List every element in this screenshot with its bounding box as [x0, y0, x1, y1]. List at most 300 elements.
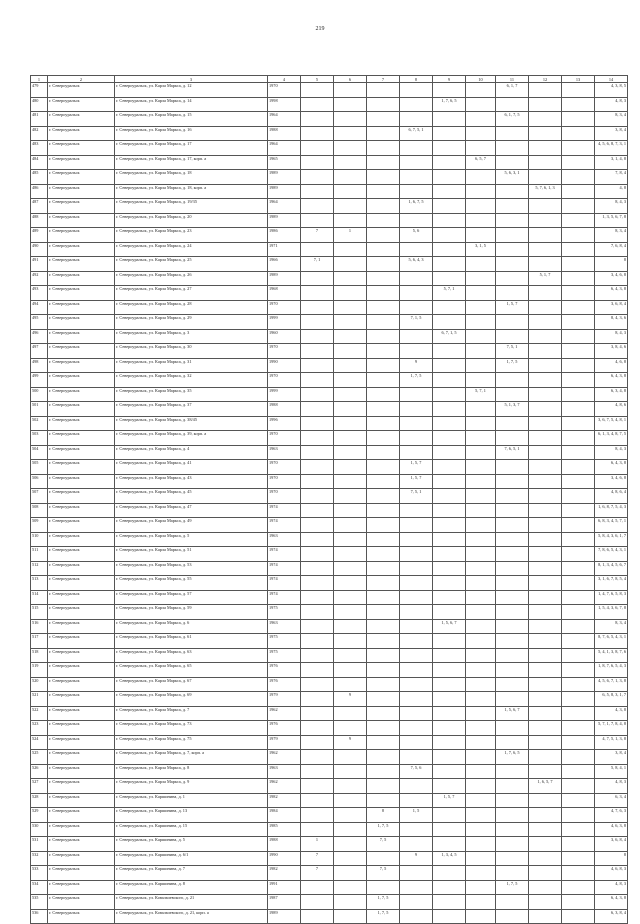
cell-col-11	[496, 431, 529, 446]
cell-col-7	[367, 300, 400, 315]
cell-col-10	[466, 489, 496, 504]
cell-year-built: 1976	[268, 721, 301, 736]
cell-col-12	[529, 822, 562, 837]
cell-settlement: г. Североуральск	[48, 735, 115, 750]
cell-row-number: 492	[31, 271, 48, 286]
cell-col-8: 1, 7, 5	[400, 373, 433, 388]
cell-col-7	[367, 547, 400, 562]
cell-col-13	[562, 329, 595, 344]
cell-col-11	[496, 648, 529, 663]
cell-col-11	[496, 576, 529, 591]
cell-year-built: 1988	[268, 126, 301, 141]
table-row	[31, 706, 628, 721]
cell-col-6	[334, 315, 367, 330]
cell-settlement: г. Североуральск	[48, 286, 115, 301]
cell-col-9	[433, 155, 466, 170]
cell-settlement: г. Североуральск	[48, 590, 115, 605]
cell-col-9	[433, 503, 466, 518]
cell-col-9	[433, 257, 466, 272]
cell-year-built: 1970	[268, 489, 301, 504]
cell-col-12	[529, 735, 562, 750]
cell-address: г. Североуральск, ул. Ковальчевского, д. 21	[115, 895, 268, 910]
cell-col-7	[367, 793, 400, 808]
cell-col-7	[367, 561, 400, 576]
cell-row-number: 532	[31, 851, 48, 866]
cell-col-14: 8, 7, 6, 5, 4, 3, 1	[595, 634, 628, 649]
table-row	[31, 416, 628, 431]
cell-row-number: 519	[31, 663, 48, 678]
cell-col-7	[367, 431, 400, 446]
cell-row-number: 529	[31, 808, 48, 823]
table-row	[31, 909, 628, 924]
cell-settlement: г. Североуральск	[48, 634, 115, 649]
cell-settlement: г. Североуральск	[48, 199, 115, 214]
cell-address: г. Североуральск, ул. Карла Маркса, д. 41	[115, 460, 268, 475]
cell-row-number: 501	[31, 402, 48, 417]
cell-address: г. Североуральск, ул. Карла Маркса, д. 73	[115, 721, 268, 736]
cell-address: г. Североуральск, ул. Карла Маркса, д. 75	[115, 735, 268, 750]
table-row	[31, 329, 628, 344]
cell-col-8	[400, 112, 433, 127]
cell-address: г. Североуральск, ул. Карла Маркса, д. 3	[115, 329, 268, 344]
table-row	[31, 112, 628, 127]
cell-col-9	[433, 300, 466, 315]
cell-col-12	[529, 547, 562, 562]
cell-address: г. Североуральск, ул. Карла Маркса, д. 12	[115, 83, 268, 98]
cell-col-9	[433, 271, 466, 286]
table-row	[31, 286, 628, 301]
cell-col-8: 7, 5, 6	[400, 764, 433, 779]
cell-col-13	[562, 315, 595, 330]
cell-col-6	[334, 373, 367, 388]
cell-col-12	[529, 373, 562, 388]
cell-col-6	[334, 300, 367, 315]
cell-col-7	[367, 590, 400, 605]
cell-col-6	[334, 532, 367, 547]
cell-row-number: 531	[31, 837, 48, 852]
cell-col-10	[466, 779, 496, 794]
cell-col-7	[367, 735, 400, 750]
cell-col-6	[334, 416, 367, 431]
cell-col-10	[466, 866, 496, 881]
table-row	[31, 895, 628, 910]
cell-col-8: 7, 1, 5	[400, 315, 433, 330]
cell-col-11	[496, 242, 529, 257]
cell-col-8	[400, 387, 433, 402]
cell-col-14: 8	[595, 851, 628, 866]
cell-col-6	[334, 822, 367, 837]
table-row	[31, 866, 628, 881]
cell-col-12	[529, 590, 562, 605]
column-header-13: 13	[562, 76, 595, 83]
cell-col-9	[433, 663, 466, 678]
cell-col-7	[367, 880, 400, 895]
cell-col-13	[562, 532, 595, 547]
cell-col-13	[562, 518, 595, 533]
table-row	[31, 358, 628, 373]
table-row	[31, 460, 628, 475]
cell-row-number: 494	[31, 300, 48, 315]
cell-col-13	[562, 242, 595, 257]
table-row	[31, 199, 628, 214]
cell-address: г. Североуральск, ул. Карла Маркса, д. 4	[115, 445, 268, 460]
cell-year-built: 1990	[268, 851, 301, 866]
cell-col-9	[433, 721, 466, 736]
cell-col-5	[301, 793, 334, 808]
cell-col-12	[529, 489, 562, 504]
cell-col-6: 1	[334, 228, 367, 243]
cell-col-7	[367, 460, 400, 475]
cell-col-12	[529, 576, 562, 591]
cell-col-7	[367, 532, 400, 547]
cell-year-built: 1962	[268, 706, 301, 721]
cell-settlement: г. Североуральск	[48, 387, 115, 402]
cell-address: г. Североуральск, ул. Карла Маркса, д. 7	[115, 706, 268, 721]
cell-col-10	[466, 228, 496, 243]
cell-col-13	[562, 503, 595, 518]
cell-year-built: 1970	[268, 373, 301, 388]
cell-col-6	[334, 155, 367, 170]
cell-col-10	[466, 663, 496, 678]
cell-col-9	[433, 402, 466, 417]
cell-col-13	[562, 112, 595, 127]
table-row	[31, 735, 628, 750]
cell-col-6	[334, 576, 367, 591]
column-header-12: 12	[529, 76, 562, 83]
cell-col-10	[466, 213, 496, 228]
cell-col-8	[400, 83, 433, 98]
cell-col-11	[496, 489, 529, 504]
cell-col-14: 5, 7, 1, 7, 8, 4, 8	[595, 721, 628, 736]
cell-col-12	[529, 170, 562, 185]
cell-col-9	[433, 387, 466, 402]
cell-row-number: 504	[31, 445, 48, 460]
cell-col-8	[400, 271, 433, 286]
cell-col-11	[496, 677, 529, 692]
cell-col-10	[466, 286, 496, 301]
cell-col-13	[562, 764, 595, 779]
cell-col-7	[367, 286, 400, 301]
cell-address: г. Североуральск, ул. Карла Маркса, д. 5	[115, 532, 268, 547]
cell-col-13	[562, 228, 595, 243]
cell-year-built: 1970	[268, 431, 301, 446]
cell-year-built: 1964	[268, 112, 301, 127]
cell-col-14: 1, 8, 7, 6, 5, 4, 3	[595, 663, 628, 678]
cell-col-6	[334, 271, 367, 286]
cell-col-11	[496, 532, 529, 547]
cell-col-5	[301, 83, 334, 98]
cell-col-6	[334, 634, 367, 649]
column-header-5: 5	[301, 76, 334, 83]
cell-address: г. Североуральск, ул. Каршинина, д. 7	[115, 866, 268, 881]
cell-col-10	[466, 315, 496, 330]
cell-col-7	[367, 721, 400, 736]
cell-col-14: 4, 6, 3, 8	[595, 822, 628, 837]
table-row	[31, 242, 628, 257]
cell-col-13	[562, 822, 595, 837]
cell-settlement: г. Североуральск	[48, 692, 115, 707]
cell-col-14: 1, 4, 7, 6, 5, 8, 3	[595, 590, 628, 605]
cell-col-12	[529, 358, 562, 373]
cell-settlement: г. Североуральск	[48, 503, 115, 518]
cell-col-8	[400, 155, 433, 170]
cell-year-built: 1990	[268, 358, 301, 373]
cell-row-number: 491	[31, 257, 48, 272]
cell-col-14: 8	[595, 257, 628, 272]
cell-col-7	[367, 779, 400, 794]
cell-year-built: 1988	[268, 402, 301, 417]
cell-year-built: 1964	[268, 141, 301, 156]
cell-col-6	[334, 518, 367, 533]
cell-year-built: 1991	[268, 880, 301, 895]
cell-col-10	[466, 721, 496, 736]
table-row	[31, 808, 628, 823]
cell-col-9	[433, 634, 466, 649]
cell-row-number: 527	[31, 779, 48, 794]
cell-col-13	[562, 880, 595, 895]
cell-col-10	[466, 793, 496, 808]
cell-col-5	[301, 503, 334, 518]
cell-col-9	[433, 445, 466, 460]
column-header-4: 4	[268, 76, 301, 83]
cell-col-6	[334, 474, 367, 489]
cell-col-10	[466, 503, 496, 518]
cell-settlement: г. Североуральск	[48, 213, 115, 228]
cell-col-8: 9	[400, 851, 433, 866]
cell-col-14: 8, 4, 3	[595, 445, 628, 460]
cell-year-built: 1987	[268, 895, 301, 910]
cell-col-5	[301, 97, 334, 112]
cell-col-5	[301, 286, 334, 301]
cell-col-10	[466, 576, 496, 591]
cell-col-14: 5, 4, 1, 3, 8, 7, 6	[595, 648, 628, 663]
cell-settlement: г. Североуральск	[48, 344, 115, 359]
cell-col-5	[301, 402, 334, 417]
cell-col-8: 5, 6	[400, 228, 433, 243]
cell-col-13	[562, 445, 595, 460]
cell-row-number: 514	[31, 590, 48, 605]
cell-settlement: г. Североуральск	[48, 518, 115, 533]
cell-row-number: 500	[31, 387, 48, 402]
cell-col-7	[367, 750, 400, 765]
cell-col-5	[301, 518, 334, 533]
cell-col-5	[301, 358, 334, 373]
cell-col-9	[433, 764, 466, 779]
cell-row-number: 502	[31, 416, 48, 431]
cell-col-11	[496, 213, 529, 228]
column-header-10: 10	[466, 76, 496, 83]
cell-col-6	[334, 126, 367, 141]
cell-row-number: 489	[31, 228, 48, 243]
table-row	[31, 387, 628, 402]
cell-col-9	[433, 735, 466, 750]
cell-col-11	[496, 199, 529, 214]
cell-settlement: г. Североуральск	[48, 605, 115, 620]
cell-col-5	[301, 576, 334, 591]
cell-col-8: 5, 6, 4, 3	[400, 257, 433, 272]
cell-col-10	[466, 474, 496, 489]
cell-year-built: 1963	[268, 532, 301, 547]
cell-col-5: 7	[301, 228, 334, 243]
cell-col-7	[367, 155, 400, 170]
cell-col-8	[400, 866, 433, 881]
cell-col-13	[562, 677, 595, 692]
table-row	[31, 257, 628, 272]
cell-col-7	[367, 83, 400, 98]
cell-address: г. Североуральск, ул. Карла Маркса, д. 45	[115, 489, 268, 504]
cell-col-13	[562, 155, 595, 170]
cell-address: г. Североуральск, ул. Карла Маркса, д. 59	[115, 605, 268, 620]
cell-row-number: 515	[31, 605, 48, 620]
cell-col-8	[400, 677, 433, 692]
table-row	[31, 431, 628, 446]
cell-settlement: г. Североуральск	[48, 112, 115, 127]
cell-col-14: 3, 1, 6, 7, 8, 5, 4	[595, 576, 628, 591]
cell-year-built: 1976	[268, 663, 301, 678]
cell-col-8	[400, 648, 433, 663]
cell-col-13	[562, 489, 595, 504]
cell-row-number: 525	[31, 750, 48, 765]
cell-col-12	[529, 97, 562, 112]
cell-col-13	[562, 561, 595, 576]
cell-col-8	[400, 692, 433, 707]
cell-address: г. Североуральск, ул. Карла Маркса, д. 51	[115, 547, 268, 562]
cell-col-7	[367, 112, 400, 127]
cell-col-9: 1, 5, 6, 7	[433, 619, 466, 634]
cell-settlement: г. Североуральск	[48, 750, 115, 765]
cell-col-10	[466, 532, 496, 547]
cell-year-built: 1975	[268, 634, 301, 649]
table-row	[31, 402, 628, 417]
cell-row-number: 518	[31, 648, 48, 663]
cell-col-9	[433, 576, 466, 591]
cell-col-9	[433, 112, 466, 127]
cell-row-number: 506	[31, 474, 48, 489]
cell-col-12	[529, 445, 562, 460]
cell-row-number: 510	[31, 532, 48, 547]
cell-col-11	[496, 909, 529, 924]
cell-col-13	[562, 750, 595, 765]
cell-settlement: г. Североуральск	[48, 155, 115, 170]
page-number: 219	[315, 26, 325, 32]
cell-col-8	[400, 532, 433, 547]
cell-col-12	[529, 199, 562, 214]
cell-row-number: 488	[31, 213, 48, 228]
cell-year-built: 1974	[268, 576, 301, 591]
cell-col-14: 3, 1, 4, 8	[595, 155, 628, 170]
cell-col-12	[529, 518, 562, 533]
cell-col-6	[334, 170, 367, 185]
cell-col-12	[529, 851, 562, 866]
cell-col-14: 3, 6, 8, 4	[595, 837, 628, 852]
cell-col-14: 8, 3, 4	[595, 619, 628, 634]
cell-settlement: г. Североуральск	[48, 721, 115, 736]
table-row	[31, 126, 628, 141]
table-row	[31, 300, 628, 315]
cell-col-5	[301, 126, 334, 141]
cell-col-9	[433, 880, 466, 895]
cell-col-8: 1, 6, 7, 5	[400, 199, 433, 214]
cell-row-number: 526	[31, 764, 48, 779]
table-row	[31, 648, 628, 663]
cell-col-12	[529, 764, 562, 779]
cell-col-13	[562, 547, 595, 562]
cell-col-7: 7, 5	[367, 866, 400, 881]
cell-settlement: г. Североуральск	[48, 648, 115, 663]
cell-settlement: г. Североуральск	[48, 431, 115, 446]
table-row	[31, 561, 628, 576]
cell-col-5	[301, 416, 334, 431]
cell-col-8	[400, 721, 433, 736]
cell-col-6	[334, 489, 367, 504]
cell-col-9	[433, 837, 466, 852]
cell-col-9	[433, 895, 466, 910]
cell-col-5	[301, 692, 334, 707]
cell-col-8	[400, 518, 433, 533]
cell-year-built: 1989	[268, 909, 301, 924]
cell-col-9	[433, 416, 466, 431]
cell-settlement: г. Североуральск	[48, 257, 115, 272]
cell-settlement: г. Североуральск	[48, 141, 115, 156]
cell-col-6	[334, 779, 367, 794]
cell-col-12	[529, 257, 562, 272]
table-row	[31, 315, 628, 330]
table-row	[31, 851, 628, 866]
cell-col-13	[562, 474, 595, 489]
cell-address: г. Североуральск, ул. Карла Маркса, д. 37	[115, 402, 268, 417]
cell-col-6	[334, 112, 367, 127]
table-header-row	[31, 76, 628, 83]
cell-settlement: г. Североуральск	[48, 315, 115, 330]
cell-col-9	[433, 170, 466, 185]
cell-settlement: г. Североуральск	[48, 851, 115, 866]
cell-address: г. Североуральск, ул. Карла Маркса, д. 49	[115, 518, 268, 533]
cell-row-number: 499	[31, 373, 48, 388]
cell-settlement: г. Североуральск	[48, 561, 115, 576]
cell-row-number: 507	[31, 489, 48, 504]
cell-col-5	[301, 648, 334, 663]
cell-col-12	[529, 474, 562, 489]
cell-col-11	[496, 387, 529, 402]
cell-address: г. Североуральск, ул. Карла Маркса, д. 20	[115, 213, 268, 228]
cell-col-12	[529, 721, 562, 736]
cell-year-built: 1985	[268, 822, 301, 837]
cell-col-12	[529, 837, 562, 852]
cell-col-13	[562, 83, 595, 98]
cell-col-14: 8, 3, 4	[595, 112, 628, 127]
cell-col-9	[433, 677, 466, 692]
cell-year-built: 1970	[268, 300, 301, 315]
cell-col-8	[400, 880, 433, 895]
cell-address: г. Североуральск, ул. Карла Маркса, д. 23	[115, 228, 268, 243]
cell-col-11	[496, 141, 529, 156]
table-row	[31, 634, 628, 649]
cell-settlement: г. Североуральск	[48, 547, 115, 562]
cell-col-9: 1, 3, 4, 5	[433, 851, 466, 866]
cell-col-9	[433, 518, 466, 533]
table-row	[31, 344, 628, 359]
cell-year-built: 1974	[268, 518, 301, 533]
cell-address: г. Североуральск, ул. Карла Маркса, д. 53	[115, 561, 268, 576]
cell-col-8	[400, 561, 433, 576]
cell-col-13	[562, 184, 595, 199]
cell-col-12	[529, 561, 562, 576]
cell-settlement: г. Североуральск	[48, 184, 115, 199]
cell-col-7	[367, 228, 400, 243]
cell-col-8	[400, 837, 433, 852]
cell-year-built: 1989	[268, 170, 301, 185]
cell-col-9: 5, 7, 1	[433, 286, 466, 301]
